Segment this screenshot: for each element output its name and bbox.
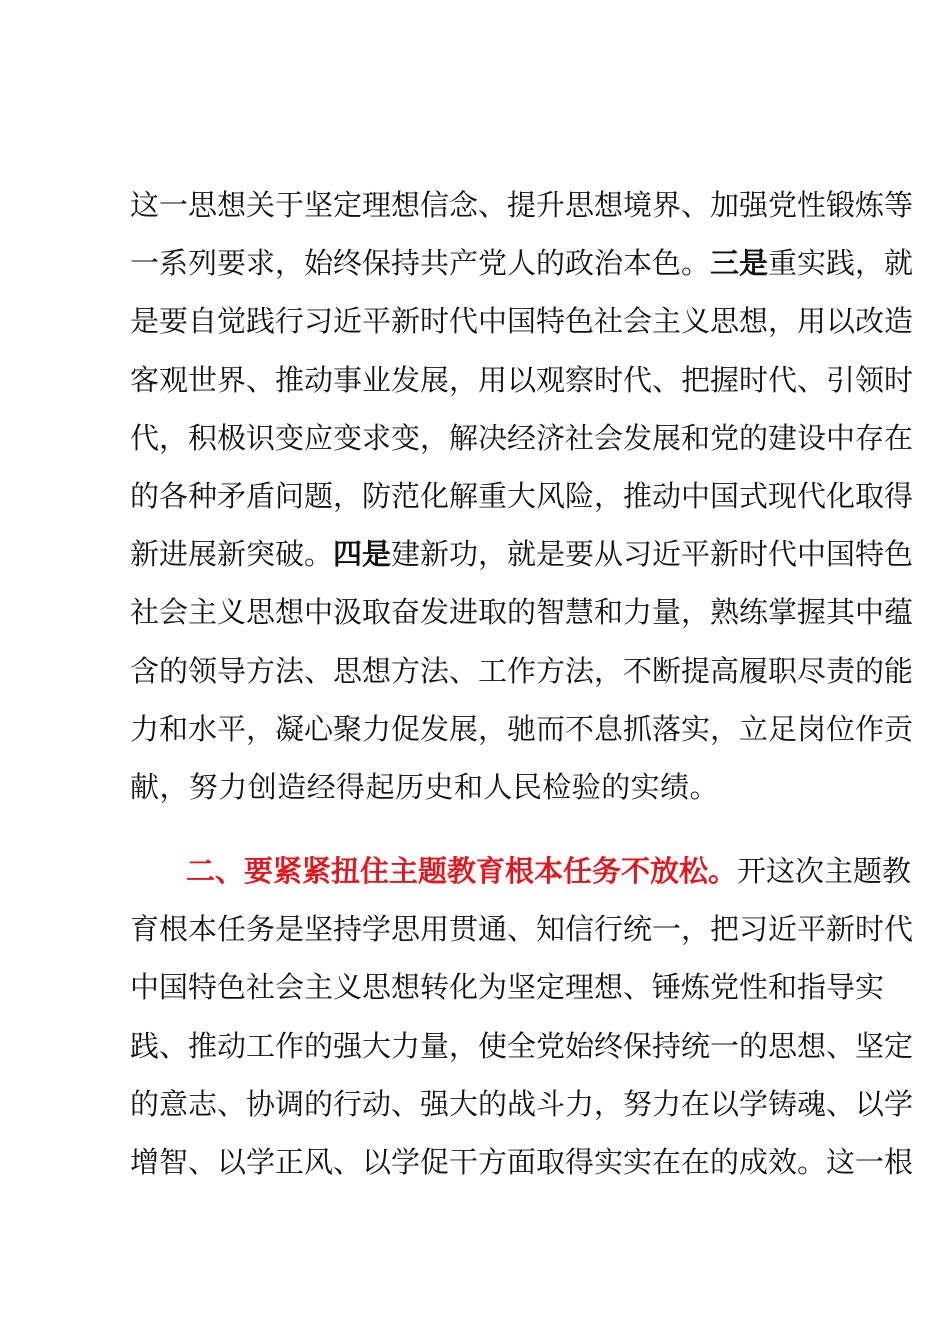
text-line-content: 的各种矛盾问题，防范化解重大风险，推动中国式现代化取得 (130, 478, 914, 513)
text-line-content: 新进展新突破。 (130, 537, 334, 572)
text-line (130, 351, 914, 409)
text-line (130, 525, 914, 583)
text-line-content: 育根本任务是坚持学思用贯通、知信行统一，把习近平新时代 (130, 912, 914, 947)
section-heading-line (130, 842, 912, 900)
text-line-content: 重实践，就 (768, 246, 914, 281)
text-line-content: 含的领导方法、思想方法、工作方法，不断提高履职尽责的能 (130, 653, 914, 688)
text-line (130, 1017, 914, 1075)
text-line (130, 234, 914, 292)
text-line-content: 是要自觉践行习近平新时代中国特色社会主义思想，用以改造 (130, 304, 914, 339)
text-line (130, 958, 885, 1016)
text-line (130, 176, 914, 234)
text-line (130, 700, 914, 758)
text-line (130, 583, 914, 641)
section-heading: 二、要紧紧扭住主题教育根本任务不放松。 (186, 854, 738, 889)
text-line-content: 开这次主题教 (737, 854, 912, 889)
text-line-content: 中国特色社会主义思想转化为坚定理想、锤炼党性和指导实 (130, 970, 885, 1005)
text-line (130, 467, 914, 525)
text-line-content: 代，积极识变应变求变，解决经济社会发展和党的建设中存在 (130, 420, 914, 455)
text-line (130, 409, 914, 467)
paragraph-gap (130, 816, 830, 842)
text-line (130, 292, 914, 350)
document-body (130, 176, 914, 1191)
text-line-content: 客观世界、推动事业发展，用以观察时代、把握时代、引领时 (130, 362, 914, 397)
text-line-content: 献，努力创造经得起历史和人民检验的实绩。 (130, 769, 720, 804)
text-line-content: 增智、以学正风、以学促干方面取得实实在在的成效。这一根 (130, 1145, 914, 1179)
text-line (130, 642, 914, 700)
text-line-content: 一系列要求，始终保持共产党人的政治本色。 (130, 246, 711, 281)
text-line (130, 1133, 914, 1191)
text-line (130, 1075, 914, 1133)
text-line-content: 社会主义思想中汲取奋发进取的智慧和力量，熟练掌握其中蕴 (130, 595, 914, 630)
text-line-content: 践、推动工作的强大力量，使全党始终保持统一的思想、坚定 (130, 1028, 914, 1063)
text-line-content: 力和水平，凝心聚力促发展，驰而不息抓落实，立足岗位作贡 (130, 711, 914, 746)
text-line-content: 建新功，就是要从习近平新时代中国特色 (391, 537, 914, 572)
text-line (130, 758, 830, 816)
text-line (130, 900, 914, 958)
text-line-content: 的意志、协调的行动、强大的战斗力，努力在以学铸魂、以学 (130, 1086, 914, 1121)
text-line-content: 这一思想关于坚定理想信念、提升思想境界、加强党性锻炼等 (130, 188, 914, 222)
bold-marker-san-shi: 三是 (710, 246, 769, 281)
bold-marker-si-shi: 四是 (333, 537, 392, 572)
